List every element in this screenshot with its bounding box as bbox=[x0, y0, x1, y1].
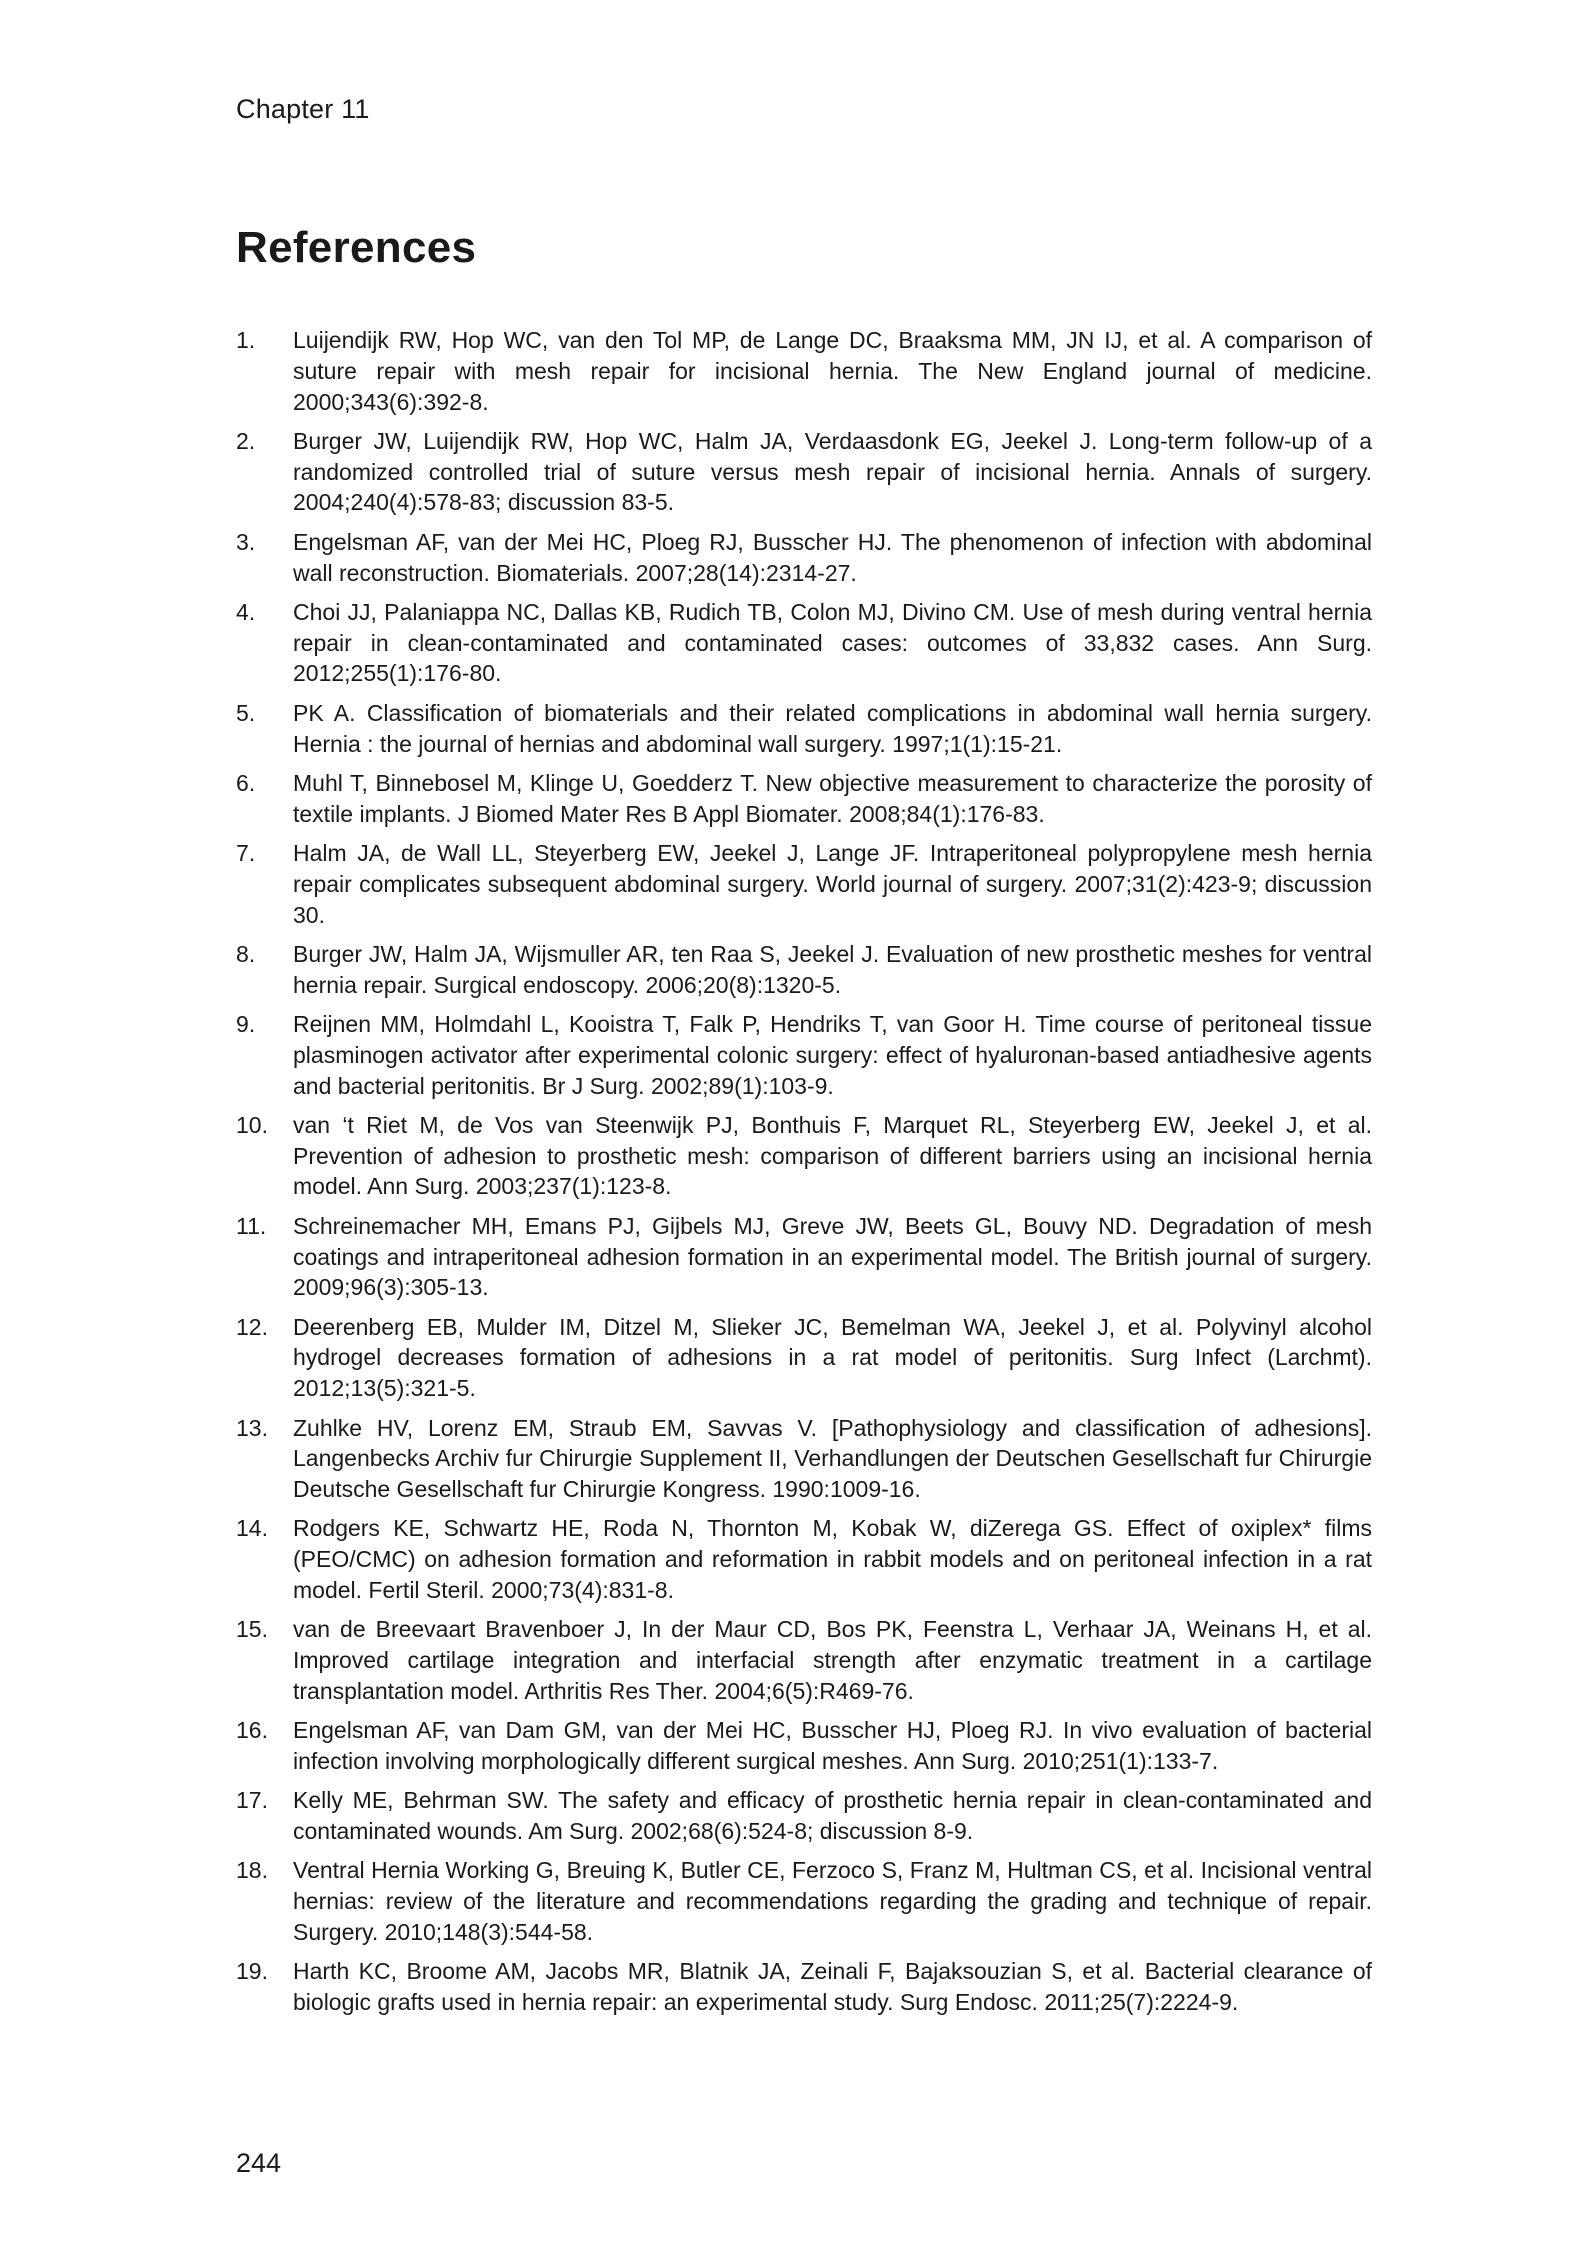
reference-item bbox=[236, 768, 1372, 830]
page-title: References bbox=[236, 223, 477, 272]
reference-number: 19. bbox=[236, 1958, 268, 1985]
reference-item bbox=[236, 838, 1372, 930]
reference-text: Engelsman AF, van der Mei HC, Ploeg RJ, Busscher HJ. The phenomenon of infection with abdominal wall reconstruction. Biomaterials. 2007;28(14):2314-27. bbox=[293, 528, 1372, 586]
reference-text: Reijnen MM, Holmdahl L, Kooistra T, Falk P, Hendriks T, van Goor H. Time course of peritoneal tissue plasminogen activator after experimental colonic surgery: effect of hyaluronan-based antiadhesive agents and bacterial peritonitis. Br J Surg. 2002;89(1):103-9. bbox=[293, 1010, 1372, 1099]
reference-item bbox=[236, 527, 1372, 589]
reference-item bbox=[236, 1785, 1372, 1847]
reference-text: Deerenberg EB, Mulder IM, Ditzel M, Slieker JC, Bemelman WA, Jeekel J, et al. Polyvinyl alcohol hydrogel decreases formation of adhesions in a rat model of peritonitis. Surg Infect (Larchmt). 2012;13(5):321-5. bbox=[293, 1313, 1372, 1402]
reference-number: 17. bbox=[236, 1787, 268, 1814]
reference-number: 9. bbox=[236, 1010, 256, 1037]
reference-item bbox=[236, 1009, 1372, 1101]
reference-item bbox=[236, 325, 1372, 417]
reference-number: 6. bbox=[236, 769, 256, 796]
reference-number: 3. bbox=[236, 528, 256, 555]
reference-text: Ventral Hernia Working G, Breuing K, Butler CE, Ferzoco S, Franz M, Hultman CS, et al. Incisional ventral hernias: review of the literature and recommendations regarding the grading and technique of repair. Surgery. 2010;148(3):544-58. bbox=[293, 1857, 1372, 1945]
reference-text: van de Breevaart Bravenboer J, In der Maur CD, Bos PK, Feenstra L, Verhaar JA, Weinans H, et al. Improved cartilage integration and interfacial strength after enzymatic treatment in a cartilage transplantation model. Arthritis Res Ther. 2004;6(5):R469-76. bbox=[293, 1616, 1372, 1704]
reference-text: van ‘t Riet M, de Vos van Steenwijk PJ, Bonthuis F, Marquet RL, Steyerberg EW, Jeekel J, et al. Prevention of adhesion to prosthetic mesh: comparison of different barriers using an incisional hernia model. Ann Surg. 2003;237(1):123-8. bbox=[293, 1111, 1372, 1200]
reference-text: Engelsman AF, van Dam GM, van der Mei HC, Busscher HJ, Ploeg RJ. In vivo evaluation of bacterial infection involving morphologically different surgical meshes. Ann Surg. 2010;251(1):133-7. bbox=[293, 1717, 1372, 1774]
reference-item bbox=[236, 1211, 1372, 1303]
reference-number: 13. bbox=[236, 1414, 268, 1441]
reference-text: Zuhlke HV, Lorenz EM, Straub EM, Savvas V. [Pathophysiology and classification of adhesions]. Langenbecks Archiv fur Chirurgie Supplement II, Verhandlungen der Deutschen Gesellschaft fur Chirurgie Deutsche Gesellschaft fur Chirurgie Kongress. 1990:1009-16. bbox=[293, 1414, 1372, 1503]
reference-item bbox=[236, 698, 1372, 760]
reference-text: PK A. Classification of biomaterials and their related complications in abdominal wall hernia surgery. Hernia : the journal of hernias and abdominal wall surgery. 1997;1(1):15-21. bbox=[293, 699, 1372, 757]
reference-number: 1. bbox=[236, 327, 256, 353]
reference-number: 2. bbox=[236, 427, 256, 454]
reference-number: 11. bbox=[236, 1212, 267, 1239]
reference-number: 10. bbox=[236, 1111, 268, 1138]
reference-item bbox=[236, 1715, 1372, 1777]
reference-text: Kelly ME, Behrman SW. The safety and efficacy of prosthetic hernia repair in clean-contaminated and contaminated wounds. Am Surg. 2002;68(6):524-8; discussion 8-9. bbox=[293, 1787, 1372, 1845]
reference-item bbox=[236, 1110, 1372, 1202]
reference-number: 8. bbox=[236, 940, 256, 967]
reference-item bbox=[236, 1855, 1372, 1947]
reference-number: 16. bbox=[236, 1717, 268, 1744]
reference-text: Choi JJ, Palaniappa NC, Dallas KB, Rudich TB, Colon MJ, Divino CM. Use of mesh during ventral hernia repair in clean-contaminated and contaminated cases: outcomes of 33,832 cases. Ann Surg. 2012;255(1):176-80. bbox=[293, 598, 1372, 687]
reference-item bbox=[236, 1413, 1372, 1505]
reference-text: Schreinemacher MH, Emans PJ, Gijbels MJ, Greve JW, Beets GL, Bouvy ND. Degradation of mesh coatings and intraperitoneal adhesion formation in an experimental model. The British journal of surgery. 2009;96(3):305-13. bbox=[293, 1212, 1372, 1301]
reference-list bbox=[236, 325, 1372, 2026]
reference-text: Burger JW, Halm JA, Wijsmuller AR, ten Raa S, Jeekel J. Evaluation of new prosthetic meshes for ventral hernia repair. Surgical endoscopy. 2006;20(8):1320-5. bbox=[293, 940, 1372, 998]
reference-item bbox=[236, 939, 1372, 1001]
reference-number: 14. bbox=[236, 1515, 268, 1542]
reference-item bbox=[236, 1614, 1372, 1706]
reference-item bbox=[236, 1956, 1372, 2018]
reference-item bbox=[236, 1312, 1372, 1404]
reference-item bbox=[236, 1513, 1372, 1605]
reference-number: 4. bbox=[236, 598, 256, 625]
reference-text: Luijendijk RW, Hop WC, van den Tol MP, de Lange DC, Braaksma MM, JN IJ, et al. A comparison of suture repair with mesh repair for incisional hernia. The New England journal of medicine. 2000;343(6):392-8. bbox=[293, 327, 1372, 415]
reference-text: Burger JW, Luijendijk RW, Hop WC, Halm JA, Verdaasdonk EG, Jeekel J. Long-term follow-up of a randomized controlled trial of suture versus mesh repair of incisional hernia. Annals of surgery. 2004;240(4):578-83; discussion 83-5. bbox=[293, 427, 1372, 516]
reference-text: Halm JA, de Wall LL, Steyerberg EW, Jeekel J, Lange JF. Intraperitoneal polypropylene mesh hernia repair complicates subsequent abdominal surgery. World journal of surgery. 2007;31(2):423-9; discussion 30. bbox=[293, 839, 1372, 928]
reference-text: Harth KC, Broome AM, Jacobs MR, Blatnik JA, Zeinali F, Bajaksouzian S, et al. Bacterial clearance of biologic grafts used in hernia repair: an experimental study. Surg Endosc. 2011;25(7):2224-9. bbox=[293, 1958, 1372, 2016]
reference-text: Rodgers KE, Schwartz HE, Roda N, Thornton M, Kobak W, diZerega GS. Effect of oxiplex* films (PEO/CMC) on adhesion formation and reformation in rabbit models and on peritoneal infection in a rat model. Fertil Steril. 2000;73(4):831-8. bbox=[293, 1515, 1372, 1603]
chapter-header: Chapter 11 bbox=[236, 94, 370, 124]
page-number: 244 bbox=[236, 2148, 282, 2178]
reference-number: 12. bbox=[236, 1313, 268, 1340]
reference-number: 15. bbox=[236, 1616, 268, 1643]
reference-item bbox=[236, 597, 1372, 689]
reference-number: 5. bbox=[236, 699, 256, 726]
reference-item bbox=[236, 426, 1372, 518]
reference-number: 18. bbox=[236, 1857, 268, 1884]
reference-number: 7. bbox=[236, 839, 256, 866]
reference-text: Muhl T, Binnebosel M, Klinge U, Goedderz T. New objective measurement to characterize the porosity of textile implants. J Biomed Mater Res B Appl Biomater. 2008;84(1):176-83. bbox=[293, 769, 1372, 827]
